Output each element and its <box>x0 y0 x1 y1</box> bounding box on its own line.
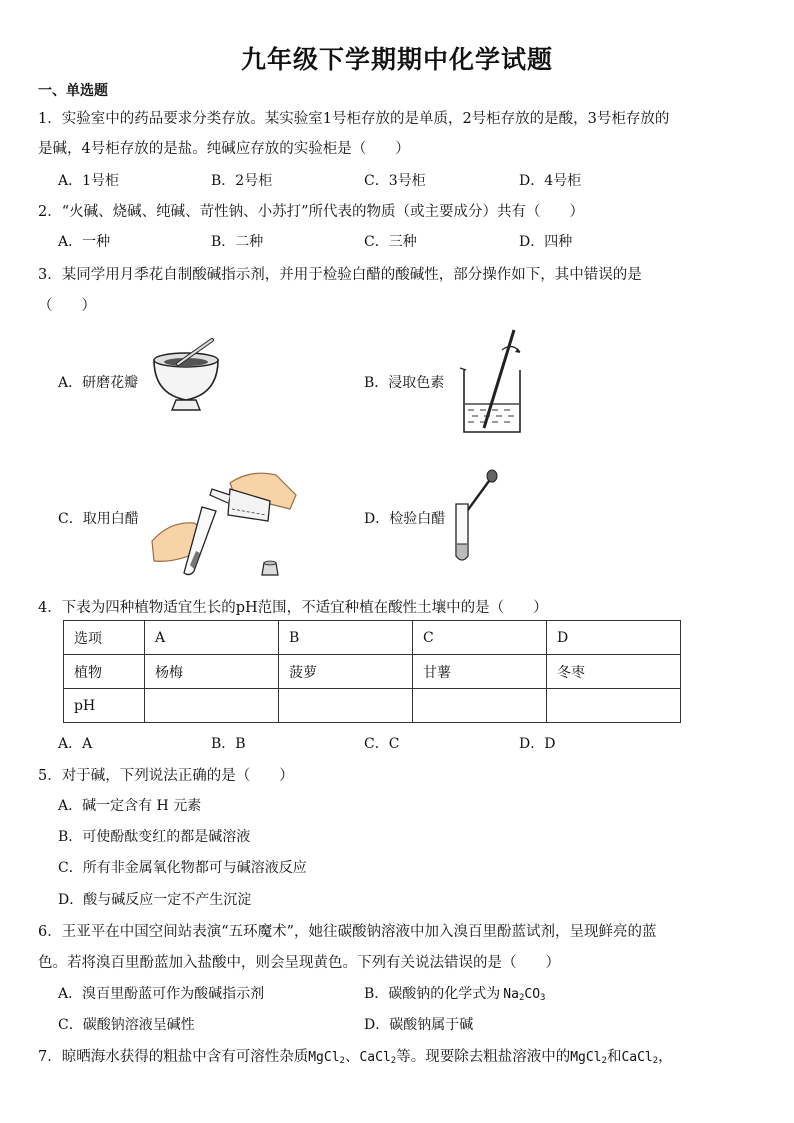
question-6-text-cont: 色。若将溴百里酚蓝加入盐酸中，则会呈现黄色。下列有关说法错误的是（ ） <box>38 955 560 971</box>
q1-option-d: D．4号柜 <box>519 173 582 189</box>
table-row <box>64 689 681 723</box>
page-title: 九年级下学期期中化学试题 <box>240 45 553 74</box>
q6-option-d: D．碳酸钠属于碱 <box>364 1017 474 1033</box>
q6-option-b-text: B．碳酸钠的化学式为 <box>364 986 501 1002</box>
pouring-vinegar-figure <box>150 465 300 580</box>
table-cell: 冬枣 <box>547 655 681 689</box>
q4-option-c: C．C <box>364 736 400 752</box>
table-cell: C <box>413 621 547 655</box>
ph-table <box>63 620 681 723</box>
question-1-text-cont: 是碱，4号柜存放的是盐。纯碱应存放的实验柜是（ ） <box>38 141 410 157</box>
q1-option-b: B．2号柜 <box>211 173 273 189</box>
table-cell: 菠萝 <box>279 655 413 689</box>
table-cell: 植物 <box>64 655 145 689</box>
table-cell: 杨梅 <box>145 655 279 689</box>
q1-option-a: A．1号柜 <box>58 173 120 189</box>
section-heading: 一、单选题 <box>38 83 108 99</box>
table-cell: A <box>145 621 279 655</box>
table-cell <box>279 689 413 723</box>
q3-option-b: B．浸取色素 <box>364 375 445 391</box>
q6-option-b <box>364 983 545 1003</box>
mortar-pestle-figure <box>148 338 224 416</box>
table-row <box>64 621 681 655</box>
q2-option-c: C．三种 <box>364 234 417 250</box>
table-cell: pH <box>64 689 145 723</box>
q5-option-c: C．所有非金属氧化物都可与碱溶液反应 <box>58 860 307 876</box>
dropper-test-tube-figure <box>448 468 502 566</box>
question-4-text: 4．下表为四种植物适宜生长的pH范围，不适宜种植在酸性土壤中的是（ ） <box>38 600 548 616</box>
table-cell: B <box>279 621 413 655</box>
question-3-text-cont: （ ） <box>38 298 96 314</box>
question-1-text: 1．实验室中的药品要求分类存放。某实验室1号柜存放的是单质，2号柜存放的是酸，3号柜存放的 <box>38 111 670 127</box>
beaker-stirring-figure <box>458 326 528 436</box>
table-cell <box>547 689 681 723</box>
q3-option-c: C．取用白醋 <box>58 511 139 527</box>
table-cell <box>145 689 279 723</box>
table-cell <box>413 689 547 723</box>
q5-option-a: A．碱一定含有 H 元素 <box>58 798 202 814</box>
question-7-text: 7．晾晒海水获得的粗盐中含有可溶性杂质MgCl$_2$、CaCl$_2$等。现要除去粗盐溶液中的MgCl$_2$和CaCl$_2$， <box>38 1049 673 1066</box>
q2-option-b: B．二种 <box>211 234 264 250</box>
q5-option-d: D．酸与碱反应一定不产生沉淀 <box>58 892 252 908</box>
table-cell: D <box>547 621 681 655</box>
q1-option-c: C．3号柜 <box>364 173 426 189</box>
table-cell: 甘薯 <box>413 655 547 689</box>
q5-option-b: B．可使酚酞变红的都是碱溶液 <box>58 829 251 845</box>
q4-option-d: D．D <box>519 736 556 752</box>
q4-option-b: B．B <box>211 736 246 752</box>
q2-option-d: D．四种 <box>519 234 573 250</box>
table-cell: 选项 <box>64 621 145 655</box>
q3-option-a: A．研磨花瓣 <box>58 375 139 391</box>
q6-option-a: A．溴百里酚蓝可作为酸碱指示剂 <box>58 986 265 1002</box>
q4-option-a: A．A <box>58 736 93 752</box>
q2-option-a: A．一种 <box>58 234 111 250</box>
question-5-text: 5．对于碱，下列说法正确的是（ ） <box>38 768 294 784</box>
q6-option-c: C．碳酸钠溶液呈碱性 <box>58 1017 195 1033</box>
question-3-text: 3．某同学用月季花自制酸碱指示剂，并用于检验白醋的酸碱性，部分操作如下，其中错误的是 <box>38 267 642 283</box>
question-2-text: 2．“火碱、烧碱、纯碱、苛性钠、小苏打”所代表的物质（或主要成分）共有（ ） <box>38 204 585 220</box>
table-row <box>64 655 681 689</box>
question-6-text: 6．王亚平在中国空间站表演“五环魔术”，她往碳酸钠溶液中加入溴百里酚蓝试剂，呈现鲜亮的蓝 <box>38 924 657 940</box>
q3-option-d: D．检验白醋 <box>364 511 446 527</box>
sodium-carbonate-formula: $Na_2CO_3$ <box>503 987 546 1003</box>
